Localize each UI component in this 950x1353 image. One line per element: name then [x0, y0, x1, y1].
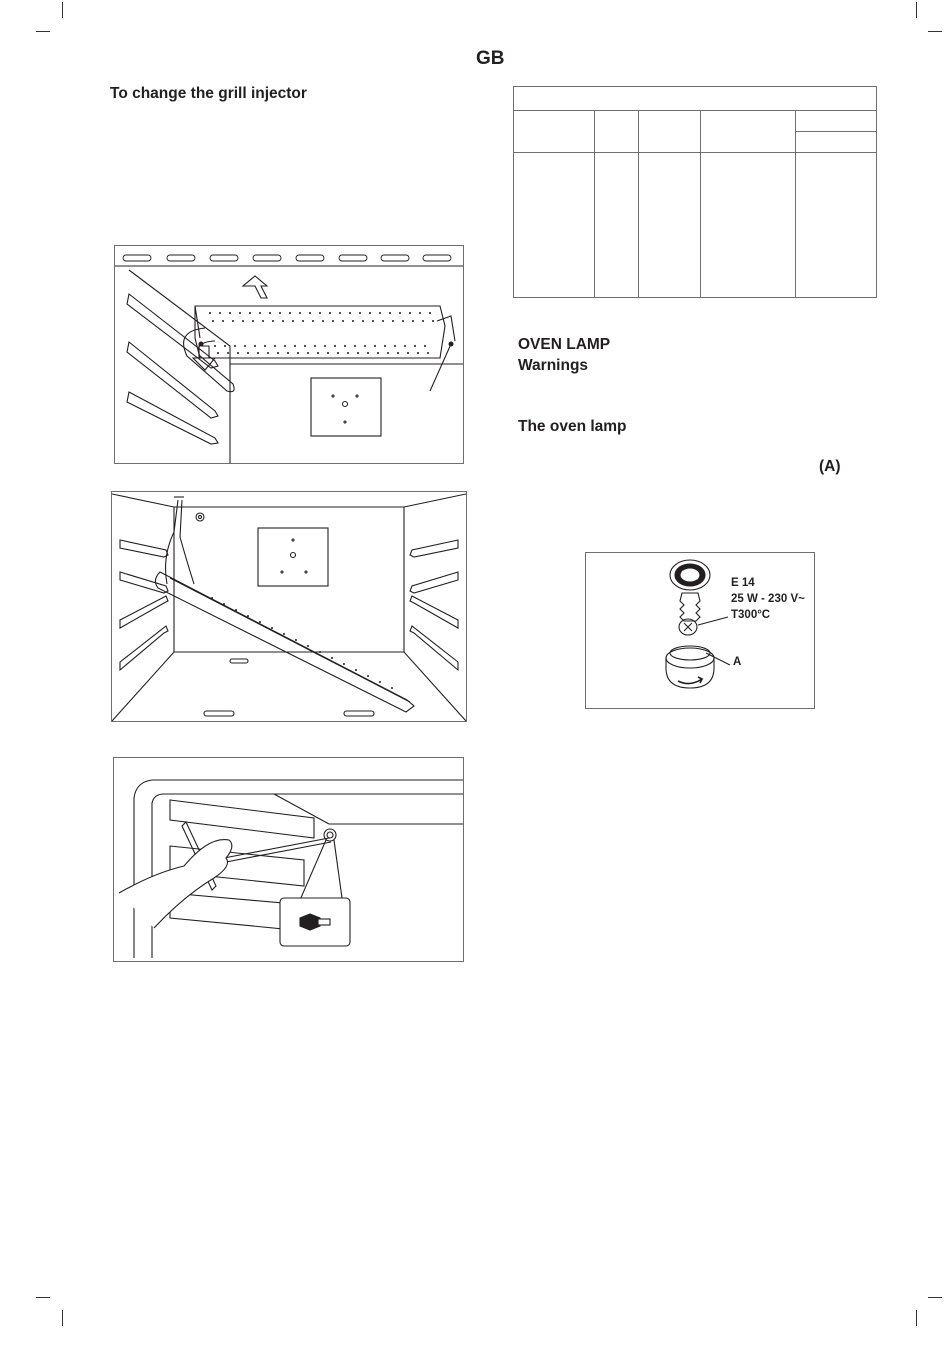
table-body-line [514, 152, 876, 153]
table-column-divider [594, 110, 595, 297]
crop-mark [928, 1297, 942, 1298]
table-column-divider [638, 110, 639, 297]
lamp-socket-label: E 14 [731, 577, 755, 589]
section-title-grill-injector: To change the grill injector [110, 85, 307, 102]
gas-injector-table [513, 86, 877, 298]
oven-lamp-subtitle: The oven lamp [518, 418, 627, 435]
crop-mark [928, 31, 942, 32]
crop-mark [36, 31, 50, 32]
table-column-divider [700, 110, 701, 297]
crop-mark [916, 2, 917, 18]
oven-lamp-figure [585, 552, 815, 709]
cover-reference: (A) [819, 458, 841, 475]
grill-burner-figure [114, 245, 464, 464]
table-column-divider [795, 110, 796, 297]
lamp-cover-label: A [733, 656, 742, 668]
oven-cavity-figure [111, 491, 467, 722]
crop-mark [916, 1310, 917, 1326]
injector-removal-figure [113, 757, 464, 962]
lamp-temperature-label: T300°C [731, 609, 771, 621]
warnings-title: Warnings [518, 357, 589, 374]
oven-lamp-title: OVEN LAMP [518, 336, 611, 353]
table-header-line [514, 110, 876, 111]
crop-mark [62, 1310, 63, 1326]
crop-mark [36, 1297, 50, 1298]
lamp-rating-label: 25 W - 230 V~ [731, 593, 805, 605]
table-subheader-line [795, 131, 876, 132]
language-code: GB [476, 48, 505, 69]
crop-mark [62, 2, 63, 18]
